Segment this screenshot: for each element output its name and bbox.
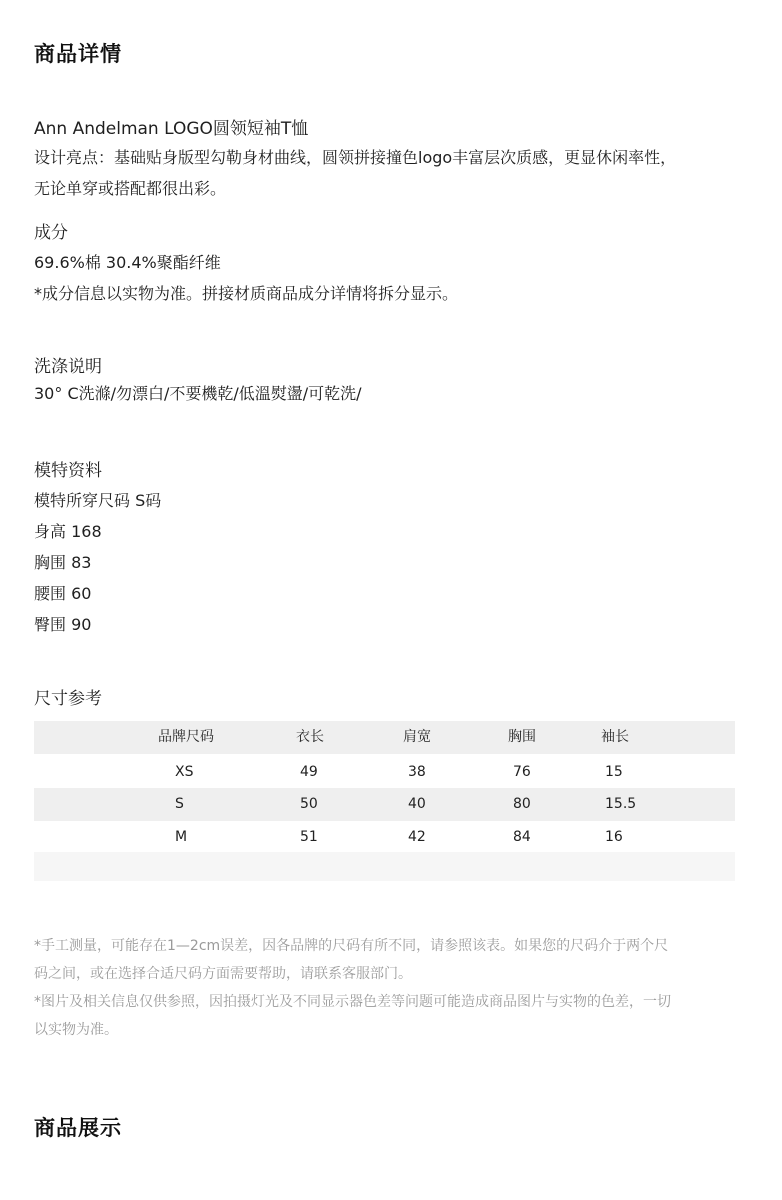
model-waist: 腰围 60 <box>34 584 92 603</box>
table-cell: 40 <box>408 796 426 812</box>
product-name: Ann Andelman LOGO圆领短袖T恤 <box>34 119 309 139</box>
highlight-line-1: 设计亮点：基础贴身版型勾勒身材曲线，圆领拼接撞色logo丰富层次质感，更显休闲率性， <box>34 148 677 167</box>
header-cell: 肩宽 <box>403 729 431 745</box>
model-heading: 模特资料 <box>34 461 102 481</box>
table-cell: 49 <box>300 764 318 780</box>
model-bust: 胸围 83 <box>34 553 92 572</box>
table-row <box>34 756 735 789</box>
composition-line-1: 69.6%棉 30.4%聚酯纤维 <box>34 253 221 272</box>
note-line-4: 以实物为准。 <box>34 1022 118 1038</box>
table-cell: 50 <box>300 796 318 812</box>
table-cell: 16 <box>605 829 623 845</box>
table-cell: XS <box>175 764 194 780</box>
composition-line-2: *成分信息以实物为准。拼接材质商品成分详情将拆分显示。 <box>34 284 459 303</box>
table-cell: 84 <box>513 829 531 845</box>
size-ref-heading: 尺寸参考 <box>34 689 102 709</box>
header-cell: 胸围 <box>508 729 536 745</box>
table-empty-row <box>34 852 735 881</box>
header-cell: 衣长 <box>296 729 324 745</box>
table-cell: 76 <box>513 764 531 780</box>
composition-heading: 成分 <box>34 223 68 243</box>
highlight-line-2: 无论单穿或搭配都很出彩。 <box>34 179 227 198</box>
header-cell: 品牌尺码 <box>158 729 214 745</box>
model-size: 模特所穿尺码 S码 <box>34 491 162 510</box>
size-table <box>34 721 735 881</box>
table-cell: 51 <box>300 829 318 845</box>
table-cell: 15.5 <box>605 796 637 812</box>
display-title: 商品展示 <box>34 1116 122 1140</box>
table-cell: 42 <box>408 829 426 845</box>
header-cell: 袖长 <box>601 729 629 745</box>
table-cell: 38 <box>408 764 426 780</box>
note-line-3: *图片及相关信息仅供参照，因拍摄灯光及不同显示器色差等问题可能造成商品图片与实物的色差，一切 <box>34 994 671 1010</box>
table-header-row <box>34 721 735 754</box>
table-cell: S <box>175 796 184 812</box>
note-line-2: 码之间，或在选择合适尺码方面需要帮助，请联系客服部门。 <box>34 966 412 982</box>
table-cell: M <box>175 829 188 845</box>
table-row <box>34 788 735 821</box>
table-row <box>34 821 735 854</box>
washing-heading: 洗涤说明 <box>34 357 102 377</box>
page-title: 商品详情 <box>34 42 122 66</box>
note-line-1: *手工测量，可能存在1—2cm误差，因各品牌的尺码有所不同，请参照该表。如果您的尺码介于两个尺 <box>34 938 669 954</box>
table-cell: 80 <box>513 796 531 812</box>
model-height: 身高 168 <box>34 522 102 541</box>
washing-instructions: 30° C洗滌/勿漂白/不要機乾/低溫熨盪/可乾洗/ <box>34 384 362 403</box>
table-cell: 15 <box>605 764 623 780</box>
model-hip: 臀围 90 <box>34 615 92 634</box>
